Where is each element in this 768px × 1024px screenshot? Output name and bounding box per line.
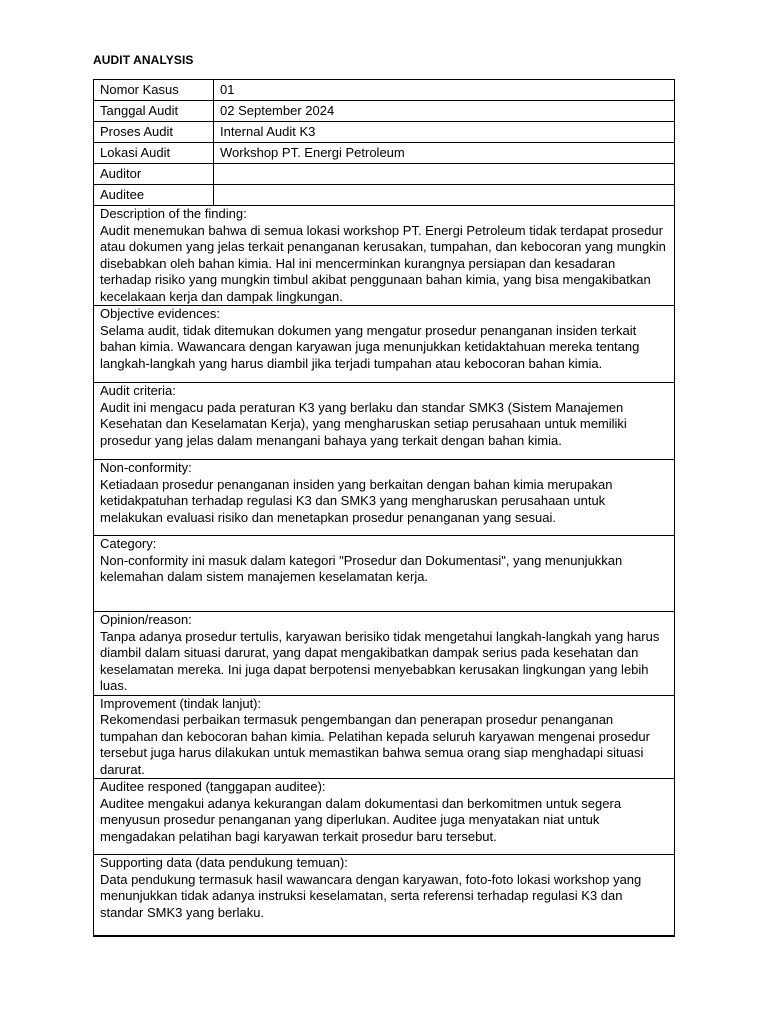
info-label: Nomor Kasus: [94, 80, 214, 101]
info-value: [214, 164, 675, 185]
section-improvement: [94, 695, 675, 779]
section-non-conformity: [94, 460, 675, 536]
section-label: Opinion/reason:: [100, 612, 192, 627]
section-text: Auditee mengakui adanya kekurangan dalam dokumentasi dan berkomitmen untuk segera menyusun prosedur penanganan yang diperlukan. Auditee juga menyatakan niat untuk mengadakan pelatihan bagi karyawan terkait prosedur baru tersebut.: [100, 795, 622, 844]
section-opinion-reason: [94, 612, 675, 696]
section-text: Tanpa adanya prosedur tertulis, karyawan berisiko tidak mengetahui langkah-langkah yang harus diambil dalam situasi darurat, yang dapat mengakibatkan dampak serius pada kesehatan dan keselamatan mereka. Ini juga dapat berpotensi menyebabkan kerusakan lingkungan yang lebih luas.: [100, 628, 660, 693]
section-text: Selama audit, tidak ditemukan dokumen yang mengatur prosedur penanganan insiden terkait bahan kimia. Wawancara dengan karyawan juga menunjukkan ketidaktahuan mereka tentang langkah-langkah yang harus diambil jika terjadi tumpahan atau kebocoran bahan kimia.: [100, 322, 640, 371]
section-category: [94, 536, 675, 612]
info-label: Auditor: [94, 164, 214, 185]
section-text: Audit ini mengacu pada peraturan K3 yang berlaku dan standar SMK3 (Sistem Manajemen Kesehatan dan Keselamatan Kerja), yang mengharuskan setiap perusahaan untuk memiliki prosedur yang jelas dalam menangani bahaya yang terkait dengan bahan kimia.: [100, 399, 627, 448]
info-value: 01: [214, 80, 675, 101]
section-text: Rekomendasi perbaikan termasuk pengembangan dan penerapan prosedur penanganan tumpahan dan kebocoran bahan kimia. Pelatihan kepada seluruh karyawan mengenai prosedur tersebut juga harus dilakukan untuk memastikan bahwa semua orang siap menghadapi situasi darurat.: [100, 712, 650, 777]
info-row-lokasi-audit: [94, 143, 675, 164]
section-label: Improvement (tindak lanjut):: [100, 695, 262, 711]
section-label: Description of the finding:: [100, 206, 247, 221]
section-objective-evidences: [94, 306, 675, 383]
info-label: Tanggal Audit: [94, 101, 214, 122]
info-row-nomor-kasus: [94, 80, 675, 101]
info-row-auditor: [94, 164, 675, 185]
audit-table: [93, 79, 675, 937]
info-row-tanggal-audit: [94, 101, 675, 122]
section-audit-criteria: [94, 383, 675, 460]
section-text: Ketiadaan prosedur penanganan insiden yang berkaitan dengan bahan kimia merupakan ketidakpatuhan terhadap regulasi K3 dan SMK3 yang mengharuskan perusahaan untuk melakukan evaluasi risiko dan menetapkan prosedur penanganan yang sesuai.: [100, 476, 613, 525]
section-description: [94, 206, 675, 306]
section-label: Auditee responed (tanggapan auditee):: [100, 779, 326, 794]
document-title: AUDIT ANALYSIS: [93, 53, 194, 67]
info-value: [214, 185, 675, 206]
info-label: Proses Audit: [94, 122, 214, 143]
section-auditee-response: [94, 779, 675, 855]
info-value: 02 September 2024: [214, 101, 675, 122]
section-label: Non-conformity:: [100, 460, 192, 475]
section-text: Data pendukung termasuk hasil wawancara dengan karyawan, foto-foto lokasi workshop yang menunjukkan tidak adanya instruksi keselamatan, serta referensi terhadap regulasi K3 dan standar SMK3 yang berlaku.: [100, 871, 642, 920]
info-label: Lokasi Audit: [94, 143, 214, 164]
section-text: Non-conformity ini masuk dalam kategori "Prosedur dan Dokumentasi", yang menunjukkan kelemahan dalam sistem manajemen keselamatan kerja.: [100, 552, 623, 584]
section-label: Supporting data (data pendukung temuan):: [100, 855, 348, 870]
section-label: Objective evidences:: [100, 306, 220, 321]
info-value: Internal Audit K3: [214, 122, 675, 143]
info-row-auditee: [94, 185, 675, 206]
info-row-proses-audit: [94, 122, 675, 143]
info-value: Workshop PT. Energi Petroleum: [214, 143, 675, 164]
section-label: Category:: [100, 536, 157, 551]
section-supporting-data: [94, 855, 675, 937]
info-label: Auditee: [94, 185, 214, 206]
section-text: Audit menemukan bahwa di semua lokasi workshop PT. Energi Petroleum tidak terdapat prosedur atau dokumen yang jelas terkait penanganan kerusakan, tumpahan, dan kebocoran yang mungkin disebabkan oleh bahan kimia. Hal ini mencerminkan kurangnya persiapan dan kesadaran terhadap risiko yang mungkin timbul akibat penggunaan bahan kimia, yang bisa mengakibatkan kecelakaan kerja dan dampak lingkungan.: [100, 222, 666, 304]
section-label: Audit criteria:: [100, 383, 176, 398]
